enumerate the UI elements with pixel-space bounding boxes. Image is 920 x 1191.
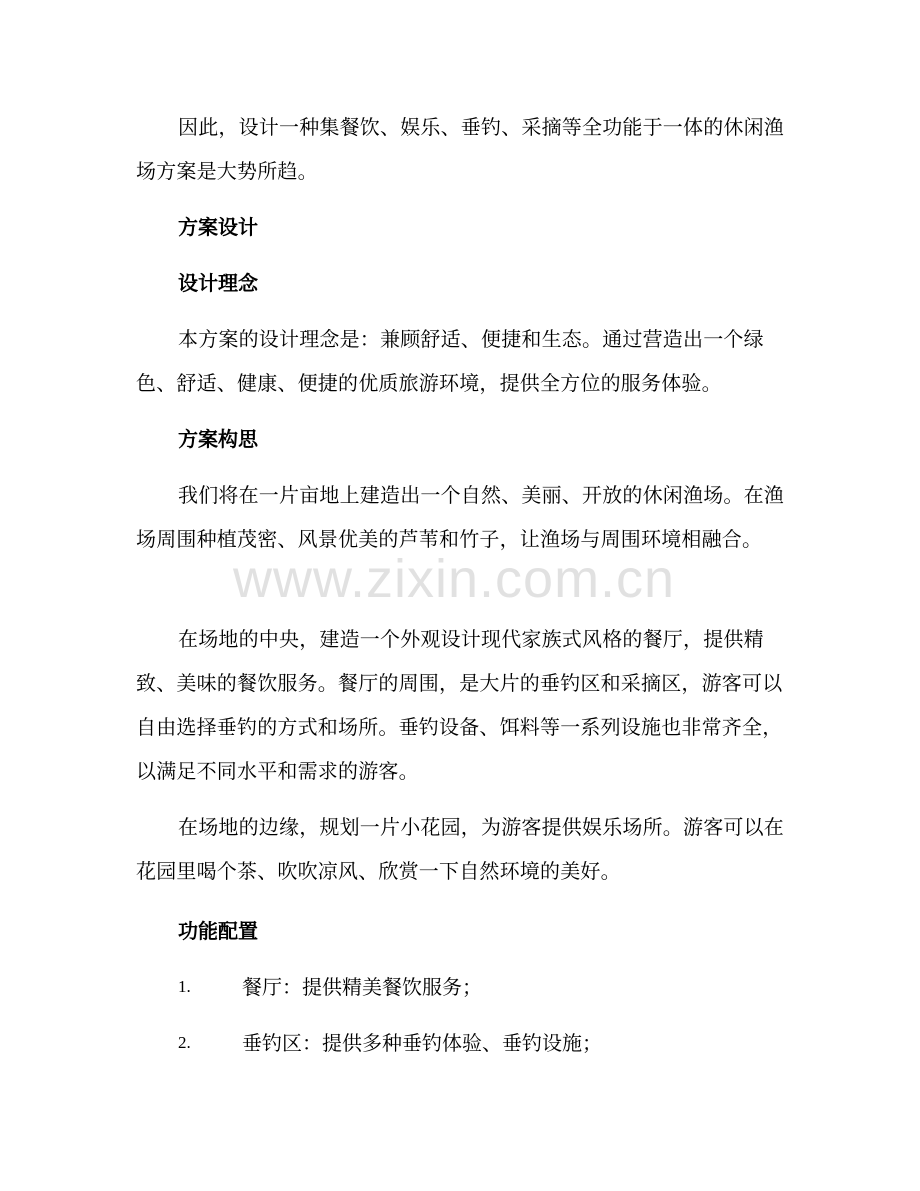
paragraph-restaurant-area: 在场地的中央，建造一个外观设计现代家族式风格的餐厅，提供精致、美味的餐饮服务。餐厅的周围，是大片的垂钓区和采摘区，游客可以自由选择垂钓的方式和场所。垂钓设备、饵料等一系列设施也非常齐全，以满足不同水平和需求的游客。 <box>136 627 783 783</box>
paragraph-intro: 因此，设计一种集餐饮、娱乐、垂钓、采摘等全功能于一体的休闲渔场方案是大势所趋。 <box>136 115 784 183</box>
list-text: 垂钓区：提供多种垂钓体验、垂钓设施； <box>242 1031 602 1055</box>
list-item <box>178 975 482 999</box>
list-item <box>178 1031 602 1055</box>
watermark: www.zixin.com.cn <box>233 549 676 609</box>
list-text: 餐厅：提供精美餐饮服务； <box>242 975 482 999</box>
list-number: 1. <box>178 977 191 996</box>
heading-scheme-idea: 方案构思 <box>178 427 258 451</box>
heading-function-config: 功能配置 <box>178 919 258 943</box>
heading-design-concept: 设计理念 <box>178 271 258 295</box>
paragraph-design-concept: 本方案的设计理念是：兼顾舒适、便捷和生态。通过营造出一个绿色、舒适、健康、便捷的优质旅游环境，提供全方位的服务体验。 <box>136 327 764 395</box>
paragraph-garden-area: 在场地的边缘，规划一片小花园，为游客提供娱乐场所。游客可以在花园里喝个茶、吹吹凉风、欣赏一下自然环境的美好。 <box>136 815 784 883</box>
heading-scheme-design: 方案设计 <box>178 215 258 239</box>
list-number: 2. <box>178 1033 191 1052</box>
paragraph-scheme-idea: 我们将在一片亩地上建造出一个自然、美丽、开放的休闲渔场。在渔场周围种植茂密、风景优美的芦苇和竹子，让渔场与周围环境相融合。 <box>136 483 784 551</box>
